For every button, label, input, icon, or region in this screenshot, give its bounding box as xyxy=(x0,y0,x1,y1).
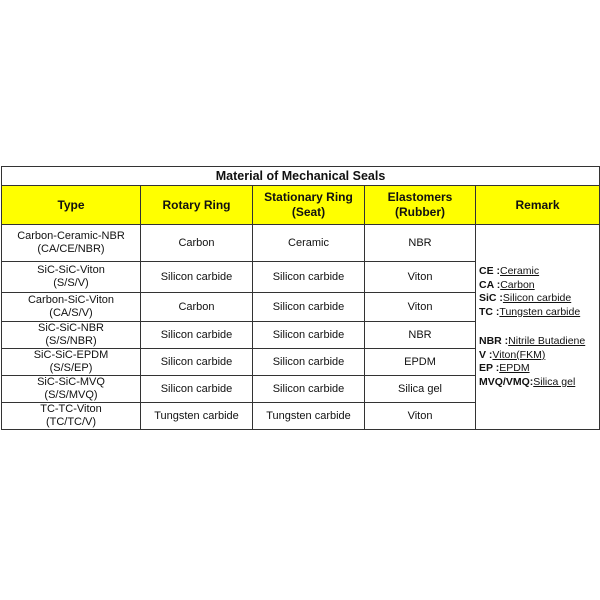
type-code: (CA/CE/NBR) xyxy=(37,243,105,255)
remark-value: Silicon carbide xyxy=(502,292,572,304)
remark-item xyxy=(479,335,599,349)
cell-type xyxy=(2,349,141,376)
header-rotary-ring-label: Rotary Ring xyxy=(162,197,231,212)
type-name: SiC-SiC-EPDM xyxy=(33,349,109,361)
type-name: SiC-SiC-MVQ xyxy=(37,376,105,388)
table-title: Material of Mechanical Seals xyxy=(2,167,600,186)
cell-rotary-ring: Silicon carbide xyxy=(141,349,253,376)
remark-value: Viton(FKM) xyxy=(492,348,546,361)
remark-group-elastomers xyxy=(479,335,599,389)
remark-key: CE : xyxy=(479,265,500,277)
remark-value: Carbon xyxy=(500,278,535,291)
mechanical-seals-table xyxy=(1,166,600,430)
header-elastomers-line1: Elastomers xyxy=(387,190,453,204)
remark-key: TC : xyxy=(479,305,500,318)
cell-type xyxy=(2,293,141,322)
type-code: (S/S/NBR) xyxy=(45,335,97,347)
remark-key: MVQ/VMQ: xyxy=(479,375,534,388)
remark-key: SiC : xyxy=(479,292,503,304)
mechanical-seals-table-container xyxy=(1,166,599,430)
cell-rotary-ring: Tungsten carbide xyxy=(141,403,253,430)
header-rotary-ring xyxy=(141,186,253,225)
header-remark xyxy=(476,186,600,225)
type-name: SiC-SiC-NBR xyxy=(38,322,104,334)
remark-item xyxy=(479,292,599,306)
cell-elastomer: NBR xyxy=(365,322,476,349)
header-elastomers xyxy=(365,186,476,225)
remark-key: EP : xyxy=(479,362,500,374)
remark-key: CA : xyxy=(479,278,501,291)
cell-stationary-ring: Silicon carbide xyxy=(253,322,365,349)
remark-item xyxy=(479,349,599,363)
remark-value: Nitrile Butadiene xyxy=(508,335,586,347)
remark-key: NBR : xyxy=(479,335,509,347)
cell-elastomer: Viton xyxy=(365,262,476,293)
remark-key: V : xyxy=(479,348,493,361)
cell-rotary-ring: Carbon xyxy=(141,293,253,322)
header-type xyxy=(2,186,141,225)
remark-item xyxy=(479,306,599,320)
remark-cell xyxy=(476,225,600,430)
remark-value: EPDM xyxy=(499,362,530,374)
header-remark-label: Remark xyxy=(515,197,560,212)
type-code: (CA/S/V) xyxy=(49,307,93,319)
cell-stationary-ring: Silicon carbide xyxy=(253,262,365,293)
type-name: SiC-SiC-Viton xyxy=(37,264,105,276)
remark-item xyxy=(479,362,599,376)
type-code: (S/S/MVQ) xyxy=(44,389,98,401)
cell-rotary-ring: Silicon carbide xyxy=(141,376,253,403)
cell-type xyxy=(2,262,141,293)
header-elastomers-line2: (Rubber) xyxy=(395,205,445,219)
header-stationary-ring-line1: Stationary Ring xyxy=(264,190,353,204)
type-code: (S/S/V) xyxy=(53,277,89,289)
cell-rotary-ring: Silicon carbide xyxy=(141,322,253,349)
table-row xyxy=(2,225,600,262)
cell-stationary-ring: Silicon carbide xyxy=(253,293,365,322)
cell-type xyxy=(2,225,141,262)
cell-stationary-ring: Tungsten carbide xyxy=(253,403,365,430)
type-name: Carbon-Ceramic-NBR xyxy=(17,230,125,242)
cell-rotary-ring: Silicon carbide xyxy=(141,262,253,293)
remark-item xyxy=(479,279,599,293)
type-code: (S/S/EP) xyxy=(49,362,93,374)
cell-type xyxy=(2,403,141,430)
remark-group-materials xyxy=(479,265,599,319)
cell-stationary-ring: Silicon carbide xyxy=(253,376,365,403)
type-name: TC-TC-Viton xyxy=(40,403,102,415)
cell-elastomer: Silica gel xyxy=(365,376,476,403)
header-stationary-ring-line2: (Seat) xyxy=(291,205,326,219)
cell-elastomer: Viton xyxy=(365,293,476,322)
header-stationary-ring xyxy=(253,186,365,225)
cell-type xyxy=(2,376,141,403)
remark-value: Ceramic xyxy=(500,265,540,277)
cell-rotary-ring: Carbon xyxy=(141,225,253,262)
remark-item xyxy=(479,376,599,390)
type-name: Carbon-SiC-Viton xyxy=(27,294,114,306)
cell-elastomer: Viton xyxy=(365,403,476,430)
remark-item xyxy=(479,265,599,279)
type-code: (TC/TC/V) xyxy=(45,416,97,428)
cell-stationary-ring: Silicon carbide xyxy=(253,349,365,376)
cell-stationary-ring: Ceramic xyxy=(253,225,365,262)
remark-value: Silica gel xyxy=(533,375,576,388)
cell-elastomer: EPDM xyxy=(365,349,476,376)
header-type-label: Type xyxy=(57,197,85,212)
cell-elastomer: NBR xyxy=(365,225,476,262)
cell-type xyxy=(2,322,141,349)
remark-value: Tungsten carbide xyxy=(499,305,581,318)
